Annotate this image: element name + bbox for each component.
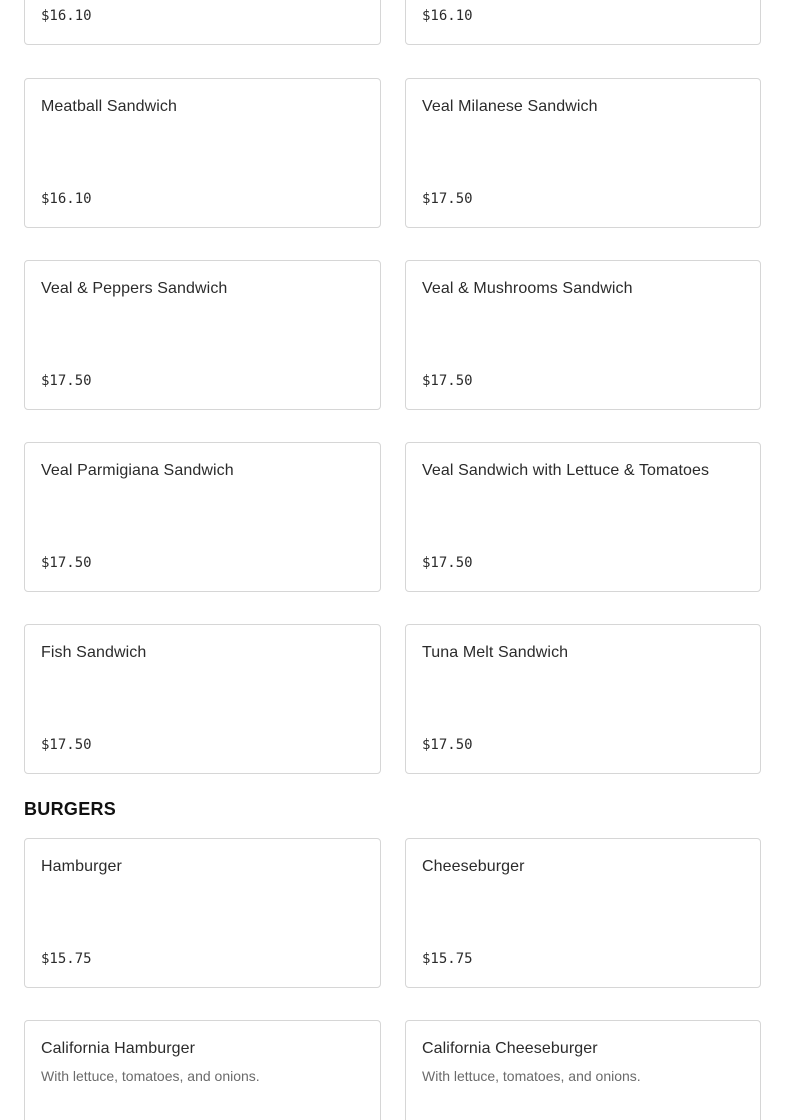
section-heading-burgers: BURGERS [24, 799, 117, 819]
item-name: Hamburger [41, 858, 122, 875]
menu-item-card[interactable] [405, 624, 761, 774]
item-name: Cheeseburger [422, 858, 525, 875]
menu-item-card[interactable] [24, 442, 381, 592]
menu-item-card[interactable] [405, 838, 761, 988]
item-name: Veal Milanese Sandwich [422, 98, 598, 115]
menu-item-card[interactable] [405, 442, 761, 592]
item-name: California Hamburger [41, 1040, 196, 1057]
menu-item-card[interactable] [24, 624, 381, 774]
item-name: Meatball Sandwich [41, 98, 177, 115]
menu-item-card[interactable] [405, 1020, 761, 1120]
item-price: $17.50 [422, 555, 473, 571]
menu-item-card[interactable] [24, 260, 381, 410]
menu-item-card[interactable] [24, 1020, 381, 1120]
item-name: Veal Sandwich with Lettuce & Tomatoes [422, 462, 710, 479]
item-price: $17.50 [422, 191, 473, 207]
item-price: $17.50 [422, 737, 473, 753]
menu-item-card[interactable] [24, 838, 381, 988]
item-description: With lettuce, tomatoes, and onions. [422, 1068, 641, 1084]
item-price: $17.50 [41, 373, 92, 389]
item-price: $17.50 [422, 373, 473, 389]
item-price: $16.10 [422, 8, 473, 24]
item-name: Veal & Peppers Sandwich [41, 280, 228, 297]
item-price: $17.50 [41, 737, 92, 753]
item-price: $15.75 [41, 951, 92, 967]
item-name: Tuna Melt Sandwich [422, 644, 569, 661]
item-price: $16.10 [41, 191, 92, 207]
menu-item-card[interactable] [405, 260, 761, 410]
item-name: Fish Sandwich [41, 644, 147, 661]
item-description: With lettuce, tomatoes, and onions. [41, 1068, 260, 1084]
item-name: California Cheeseburger [422, 1040, 598, 1057]
menu-item-card[interactable] [405, 0, 761, 45]
item-price: $15.75 [422, 951, 473, 967]
item-name: Veal & Mushrooms Sandwich [422, 280, 633, 297]
menu-item-card[interactable] [24, 0, 381, 45]
item-name: Veal Parmigiana Sandwich [41, 462, 234, 479]
item-price: $16.10 [41, 8, 92, 24]
menu-item-card[interactable] [24, 78, 381, 228]
item-price: $17.50 [41, 555, 92, 571]
menu-item-card[interactable] [405, 78, 761, 228]
